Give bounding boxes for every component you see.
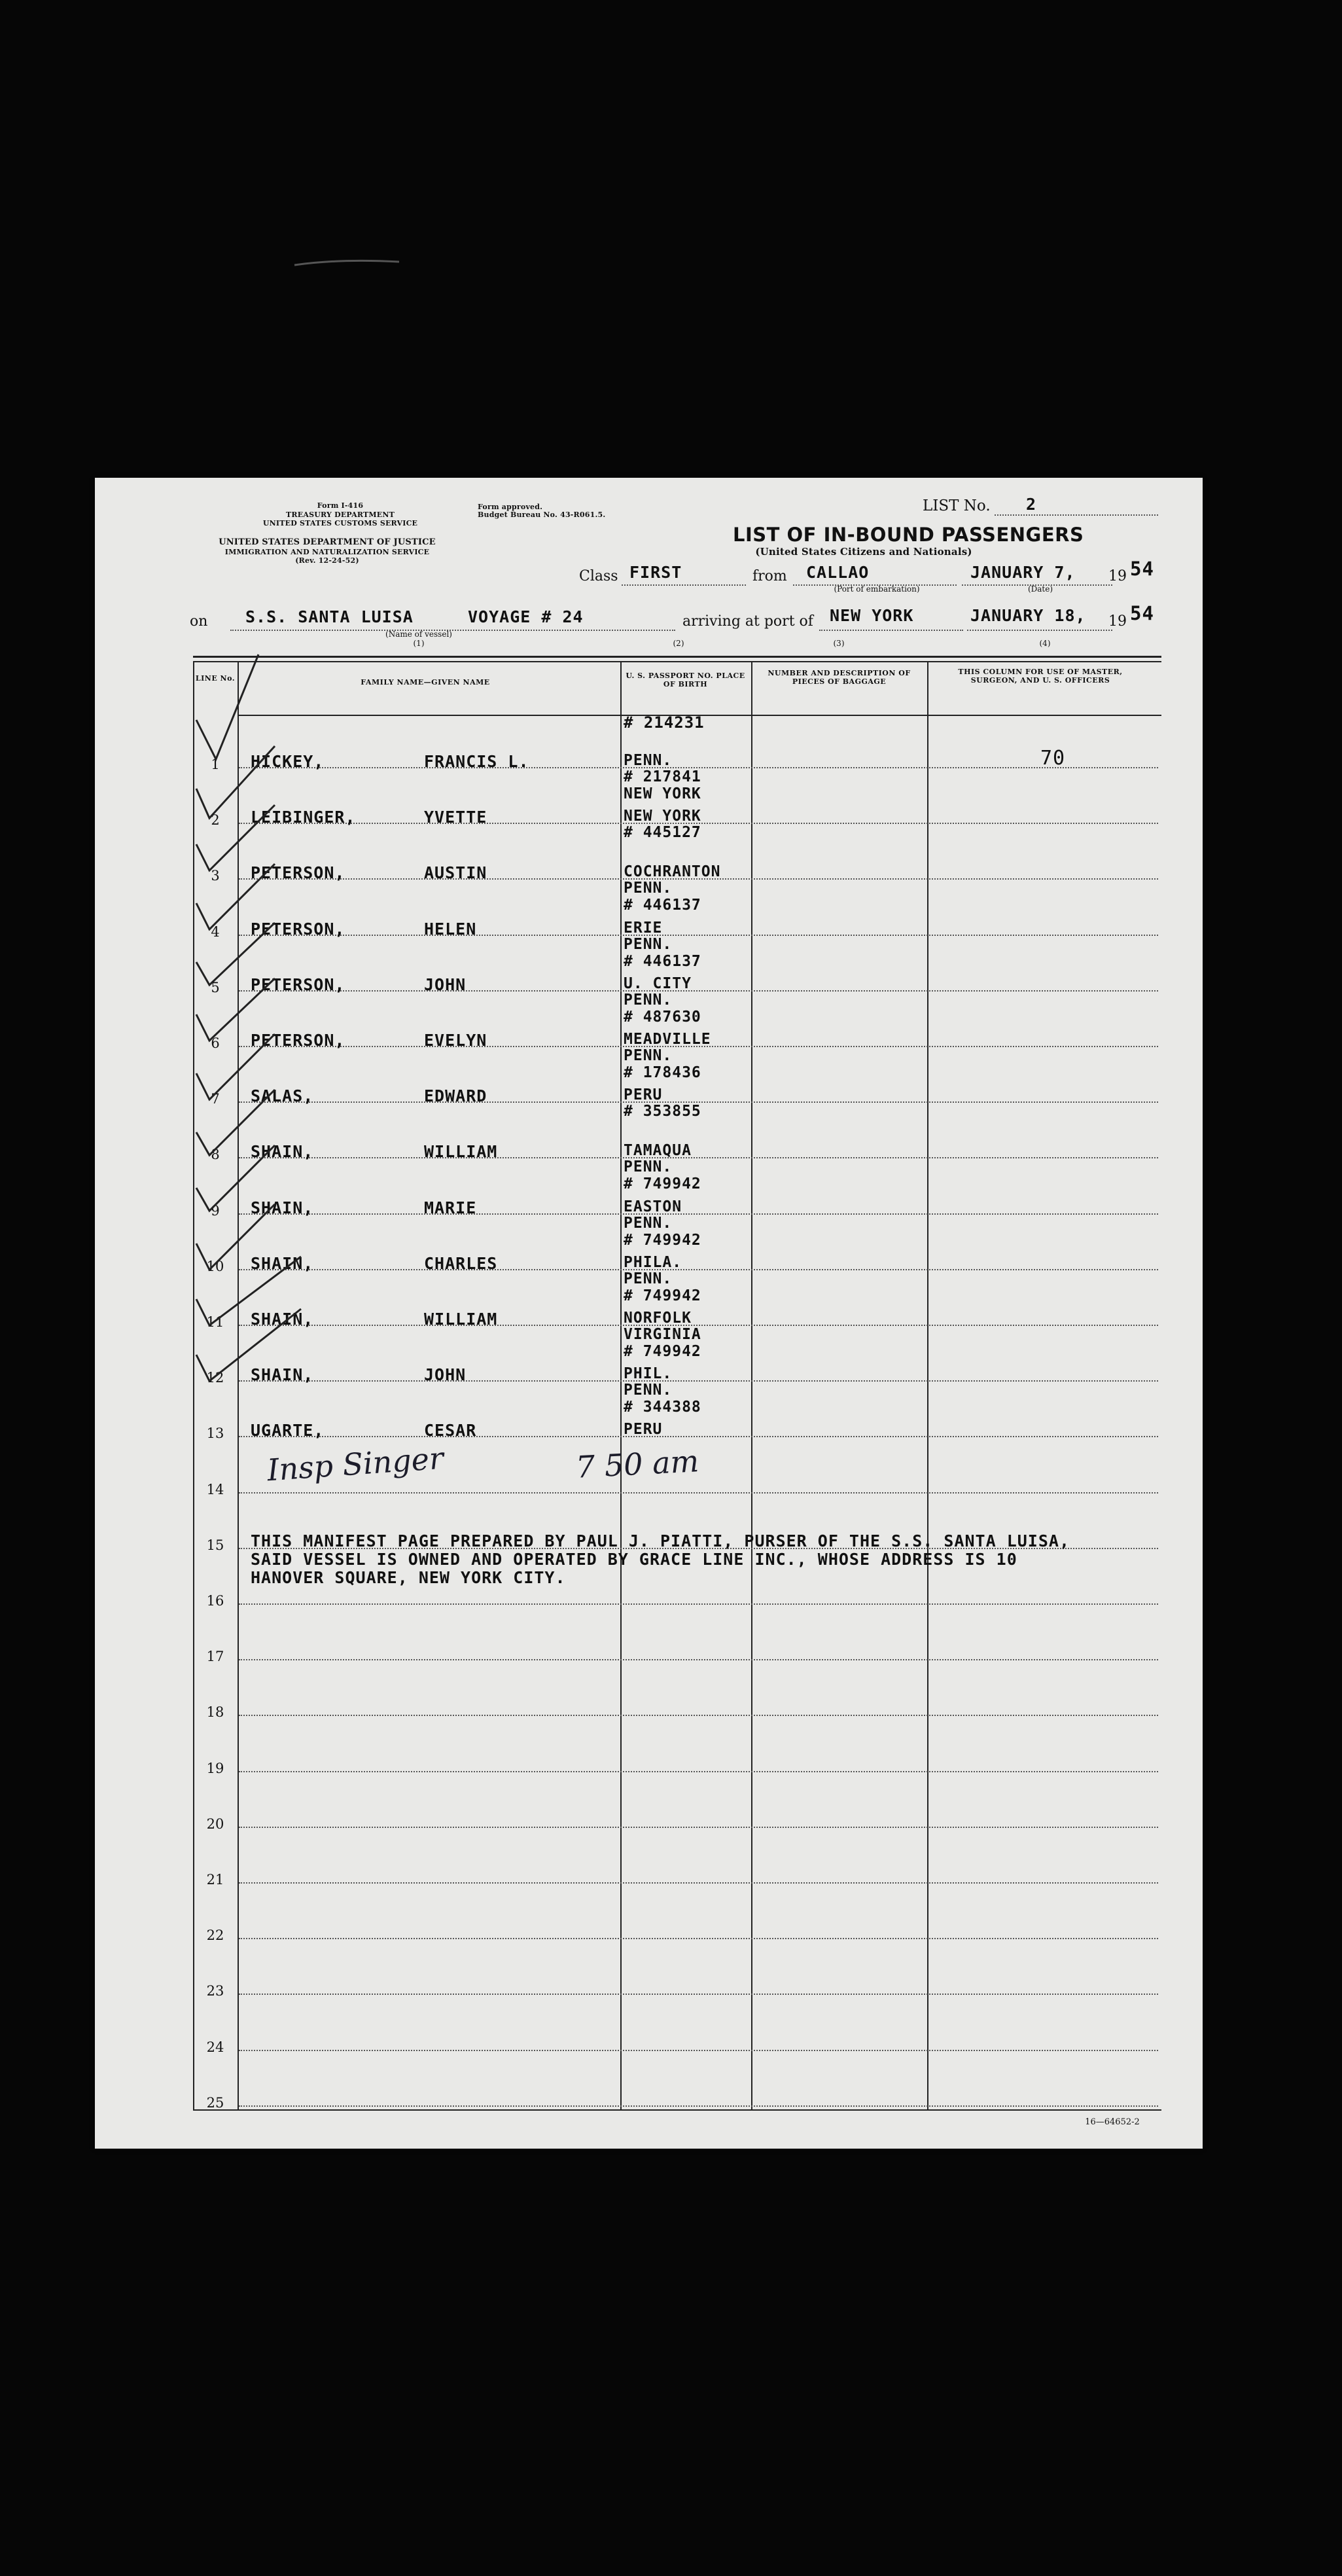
line-number: 8 [211, 1147, 220, 1163]
family-name: PETERSON, [251, 1031, 345, 1050]
line-number: 6 [211, 1035, 220, 1051]
budget-bureau: Budget Bureau No. 43-R061.5. [478, 510, 606, 519]
given-name: WILLIAM [424, 1310, 498, 1329]
vessel-name: S.S. SANTA LUISA [245, 607, 414, 626]
vessel-caption: (Name of vessel) [385, 630, 452, 639]
ins: IMMIGRATION AND NATURALIZATION SERVICE [224, 548, 430, 556]
passport-text: # 353855 [624, 1103, 701, 1120]
passport-text: PENN. [624, 1270, 673, 1287]
from-value: CALLAO [806, 563, 870, 582]
line-number: 7 [211, 1091, 220, 1107]
revision: (Rev. 12-24-52) [295, 556, 359, 565]
col2-caption: (2) [673, 639, 684, 648]
line-number: 12 [206, 1370, 224, 1386]
line-number: 20 [206, 1816, 224, 1832]
line-number: 14 [206, 1481, 224, 1497]
passport-text: # 487630 [624, 1008, 701, 1026]
class-label: Class [579, 568, 618, 584]
family-name: SHAIN, [251, 1253, 314, 1273]
family-name: UGARTE, [251, 1421, 325, 1440]
passport-text: PENN. [624, 880, 673, 897]
form-approved: Form approved. [478, 503, 543, 511]
from-label: from [752, 568, 787, 584]
given-name: WILLIAM [424, 1142, 498, 1162]
port-embarkation-caption: (Port of embarkation) [834, 584, 920, 594]
service: UNITED STATES CUSTOMS SERVICE [262, 519, 418, 528]
arriving-label: arriving at port of [682, 613, 813, 630]
passport-text: # 749942 [624, 1231, 701, 1249]
place-of-birth: U. CITY [624, 975, 692, 992]
line-number: 3 [211, 868, 220, 884]
line-number: 24 [206, 2039, 224, 2055]
arrival-year-prefix: 19 [1108, 613, 1127, 630]
place-of-birth: PHILA. [624, 1253, 682, 1271]
line-number: 18 [206, 1704, 224, 1721]
voyage-number: VOYAGE # 24 [468, 607, 584, 626]
line-number: 9 [211, 1202, 220, 1219]
family-name: HICKEY, [251, 752, 325, 771]
col-header-line: LINE No. [195, 674, 236, 683]
arrival-date: JANUARY 18, [970, 606, 1086, 625]
list-no: 2 [1026, 495, 1037, 514]
depart-year: 54 [1130, 558, 1154, 580]
page-subtitle: (United States Citizens and Nationals) [755, 546, 972, 558]
passport-text: VIRGINIA [624, 1326, 701, 1343]
passport-text: PENN. [624, 935, 673, 953]
passport-text: # 446137 [624, 952, 701, 970]
passport-number: # 214231 [624, 713, 705, 732]
depart-year-prefix: 19 [1108, 568, 1127, 584]
place-of-birth: NORFOLK [624, 1310, 692, 1327]
statement-line-3: HANOVER SQUARE, NEW YORK CITY. [251, 1568, 566, 1587]
given-name: MARIE [424, 1198, 477, 1217]
line-number: 19 [206, 1760, 224, 1776]
passport-text: NEW YORK [624, 785, 701, 802]
passport-text: # 178436 [624, 1064, 701, 1081]
col-header-baggage: NUMBER AND DESCRIPTION OF PIECES OF BAGGAGE [768, 669, 911, 686]
given-name: HELEN [424, 919, 477, 939]
statement-line-2: SAID VESSEL IS OWNED AND OPERATED BY GRACE LINE INC., WHOSE ADDRESS IS 10 [251, 1550, 1017, 1569]
family-name: LEIBINGER, [251, 808, 356, 827]
given-name: JOHN [424, 975, 467, 994]
officer-mark: 70 [1040, 747, 1066, 770]
date-caption: (Date) [1027, 584, 1053, 594]
line-number: 21 [206, 1872, 224, 1887]
line-number: 17 [206, 1649, 224, 1665]
line-number: 2 [211, 812, 220, 829]
line-number: 25 [206, 2094, 224, 2111]
line-number: 5 [211, 979, 220, 995]
family-name: SHAIN, [251, 1198, 314, 1217]
place-of-birth: PERU [624, 1421, 663, 1439]
col-header-officers: THIS COLUMN FOR USE OF MASTER, SURGEON, AND U. S. OFFICERS [958, 668, 1123, 685]
statement-line-1: THIS MANIFEST PAGE PREPARED BY PAUL J. PIATTI, PURSER OF THE S.S. SANTA LUISA, [251, 1531, 1070, 1550]
passport-text: PENN. [624, 1214, 673, 1232]
family-name: SHAIN, [251, 1365, 314, 1385]
footer-code: 16—64652-2 [1085, 2117, 1140, 2127]
family-name: SHAIN, [251, 1142, 314, 1162]
passport-text: PENN. [624, 1047, 673, 1064]
given-name: FRANCIS L. [424, 752, 529, 771]
col-header-passport: U. S. PASSPORT NO. PLACE OF BIRTH [626, 671, 745, 689]
passport-text: PENN. [624, 1158, 673, 1176]
line-number: 4 [211, 923, 220, 940]
depart-date: JANUARY 7, [970, 563, 1076, 582]
given-name: YVETTE [424, 808, 487, 827]
given-name: AUSTIN [424, 863, 487, 883]
passport-text: # 446137 [624, 897, 701, 914]
col3-caption: (3) [833, 639, 845, 648]
list-no-label: LIST No. [923, 497, 991, 514]
place-of-birth: PHIL. [624, 1365, 673, 1383]
place-of-birth: EASTON [624, 1198, 682, 1215]
passport-text: PENN. [624, 991, 673, 1009]
given-name: CHARLES [424, 1253, 498, 1273]
line-number: 11 [206, 1314, 224, 1330]
line-number: 23 [206, 1983, 224, 1999]
justice-dept: UNITED STATES DEPARTMENT OF JUSTICE [219, 537, 436, 547]
arrival-year: 54 [1130, 602, 1154, 624]
line-number: 16 [206, 1593, 224, 1609]
given-name: EDWARD [424, 1086, 487, 1106]
place-of-birth: PENN. [624, 752, 673, 769]
family-name: PETERSON, [251, 975, 345, 994]
line-number: 1 [211, 757, 220, 772]
place-of-birth: PERU [624, 1086, 663, 1104]
line-number: 13 [206, 1425, 224, 1442]
on-label: on [190, 613, 208, 630]
passport-text: # 445127 [624, 824, 701, 842]
line-number: 15 [206, 1537, 224, 1553]
passport-text: # 344388 [624, 1399, 701, 1416]
passport-text: # 217841 [624, 768, 701, 785]
col-header-name: FAMILY NAME—GIVEN NAME [361, 678, 490, 687]
place-of-birth: COCHRANTON [624, 863, 721, 881]
line-number: 10 [206, 1258, 224, 1274]
passport-text: # 749942 [624, 1343, 701, 1360]
form-number: Form I-416 [317, 501, 364, 510]
place-of-birth: NEW YORK [624, 808, 701, 825]
given-name: JOHN [424, 1365, 467, 1385]
place-of-birth: MEADVILLE [624, 1031, 711, 1048]
given-name: EVELYN [424, 1031, 487, 1050]
passport-text: # 749942 [624, 1287, 701, 1304]
arrival-port: NEW YORK [830, 606, 914, 625]
family-name: PETERSON, [251, 919, 345, 939]
page-title: LIST OF IN-BOUND PASSENGERS [733, 524, 1084, 546]
place-of-birth: TAMAQUA [624, 1142, 692, 1160]
given-name: CESAR [424, 1421, 477, 1440]
family-name: PETERSON, [251, 863, 345, 883]
class-value: FIRST [629, 563, 682, 582]
passport-text: PENN. [624, 1382, 673, 1399]
col4-caption: (4) [1039, 639, 1051, 648]
inspector-signature: Insp Singer [266, 1440, 445, 1488]
department: TREASURY DEPARTMENT [286, 510, 395, 519]
family-name: SALAS, [251, 1086, 314, 1106]
place-of-birth: ERIE [624, 919, 663, 937]
inspection-time: 7 50 am [574, 1443, 700, 1485]
family-name: SHAIN, [251, 1310, 314, 1329]
passport-text: # 749942 [624, 1175, 701, 1193]
col1-caption: (1) [413, 639, 425, 648]
line-number: 22 [206, 1927, 224, 1944]
